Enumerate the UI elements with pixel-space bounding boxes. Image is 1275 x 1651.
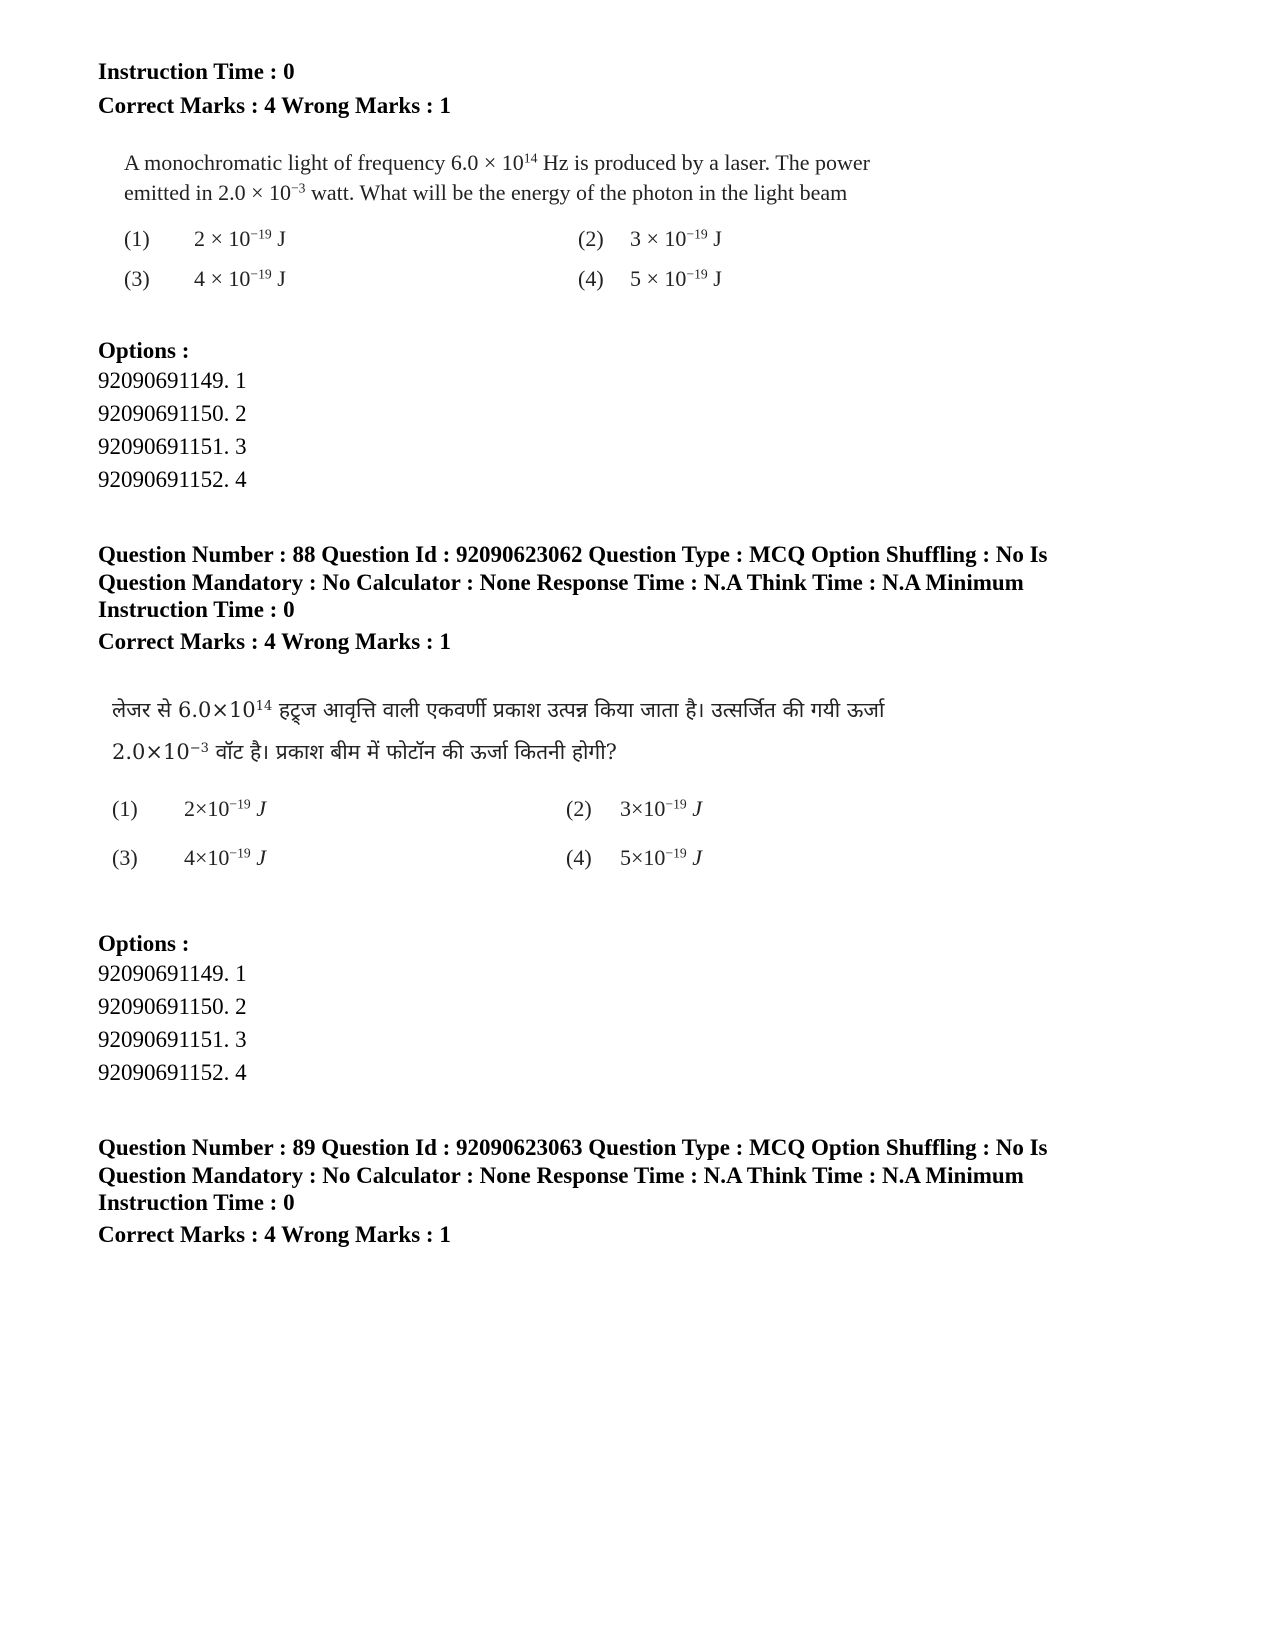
option-item: 92090691150. 2 [98, 994, 247, 1019]
answer-choice-1: (1) $2 \times 10^{-19}$ J [124, 226, 286, 251]
question-image-english [124, 148, 1084, 208]
answer-choice-4: (4) $5\times 10^{-19}$ J [566, 845, 702, 870]
answer-choice-3: (3) $4\times 10^{-19}$ J [112, 845, 266, 870]
options-list [98, 364, 247, 496]
options-list [98, 957, 247, 1089]
marks-line: Correct Marks : 4 Wrong Marks : 1 [98, 93, 451, 118]
question-image-hindi [112, 689, 1112, 773]
question-meta-line: Instruction Time : 0 [98, 1190, 295, 1215]
answer-choice-4: (4) $5 \times 10^{-19}$ J [578, 266, 722, 291]
question-meta-line: Question Number : 88 Question Id : 92090623062 Question Type : MCQ Option Shuffling : No Is [98, 542, 1048, 567]
question-meta-line: Instruction Time : 0 [98, 597, 295, 622]
option-item: 92090691151. 3 [98, 1027, 247, 1052]
question-meta-line: Question Mandatory : No Calculator : None Response Time : N.A Think Time : N.A Minimum [98, 1162, 1024, 1188]
question-header-89 [98, 1134, 1218, 1217]
answer-choice-1: (1) $2\times 10^{-19}$ J [112, 796, 266, 821]
answer-choice-2: (2) $3\times 10^{-19}$ J [566, 796, 702, 821]
question-text-line: A monochromatic light of frequency $6.0 \times 10^{14}$ Hz is produced by a laser. The power [124, 150, 870, 175]
question-header-88 [98, 541, 1218, 624]
option-item: 92090691152. 4 [98, 467, 247, 492]
option-item: 92090691151. 3 [98, 434, 247, 459]
answer-choice-2: (2) $3 \times 10^{-19}$ J [578, 226, 722, 251]
question-meta-line: Question Number : 89 Question Id : 92090623063 Question Type : MCQ Option Shuffling : No Is [98, 1135, 1048, 1160]
options-heading: Options : [98, 338, 190, 363]
answer-choice-3: (3) $4 \times 10^{-19}$ J [124, 266, 286, 291]
marks-line: Correct Marks : 4 Wrong Marks : 1 [98, 1222, 451, 1247]
option-item: 92090691149. 1 [98, 368, 247, 393]
instruction-time: Instruction Time : 0 [98, 59, 295, 84]
question-meta-line: Question Mandatory : No Calculator : None Response Time : N.A Think Time : N.A Minimum [98, 569, 1024, 595]
option-item: 92090691150. 2 [98, 401, 247, 426]
marks-line: Correct Marks : 4 Wrong Marks : 1 [98, 629, 451, 654]
options-heading: Options : [98, 931, 190, 956]
option-item: 92090691152. 4 [98, 1060, 247, 1085]
question-text-line: emitted in $2.0 \times 10^{-3}$ watt. What will be the energy of the photon in the light beam [124, 180, 848, 205]
option-item: 92090691149. 1 [98, 961, 247, 986]
question-text-line: लेजर से $6.0\times 10^{14}$ हट्र्ज आवृत्ति वाली एकवर्णी प्रकाश उत्पन्न किया जाता है। उत्सर्जित की गयी ऊर्जा [112, 698, 885, 722]
question-text-line: $2.0\times 10^{-3}$ वॉट है। प्रकाश बीम में फोटॉन की ऊर्जा कितनी होगी? [112, 740, 617, 764]
